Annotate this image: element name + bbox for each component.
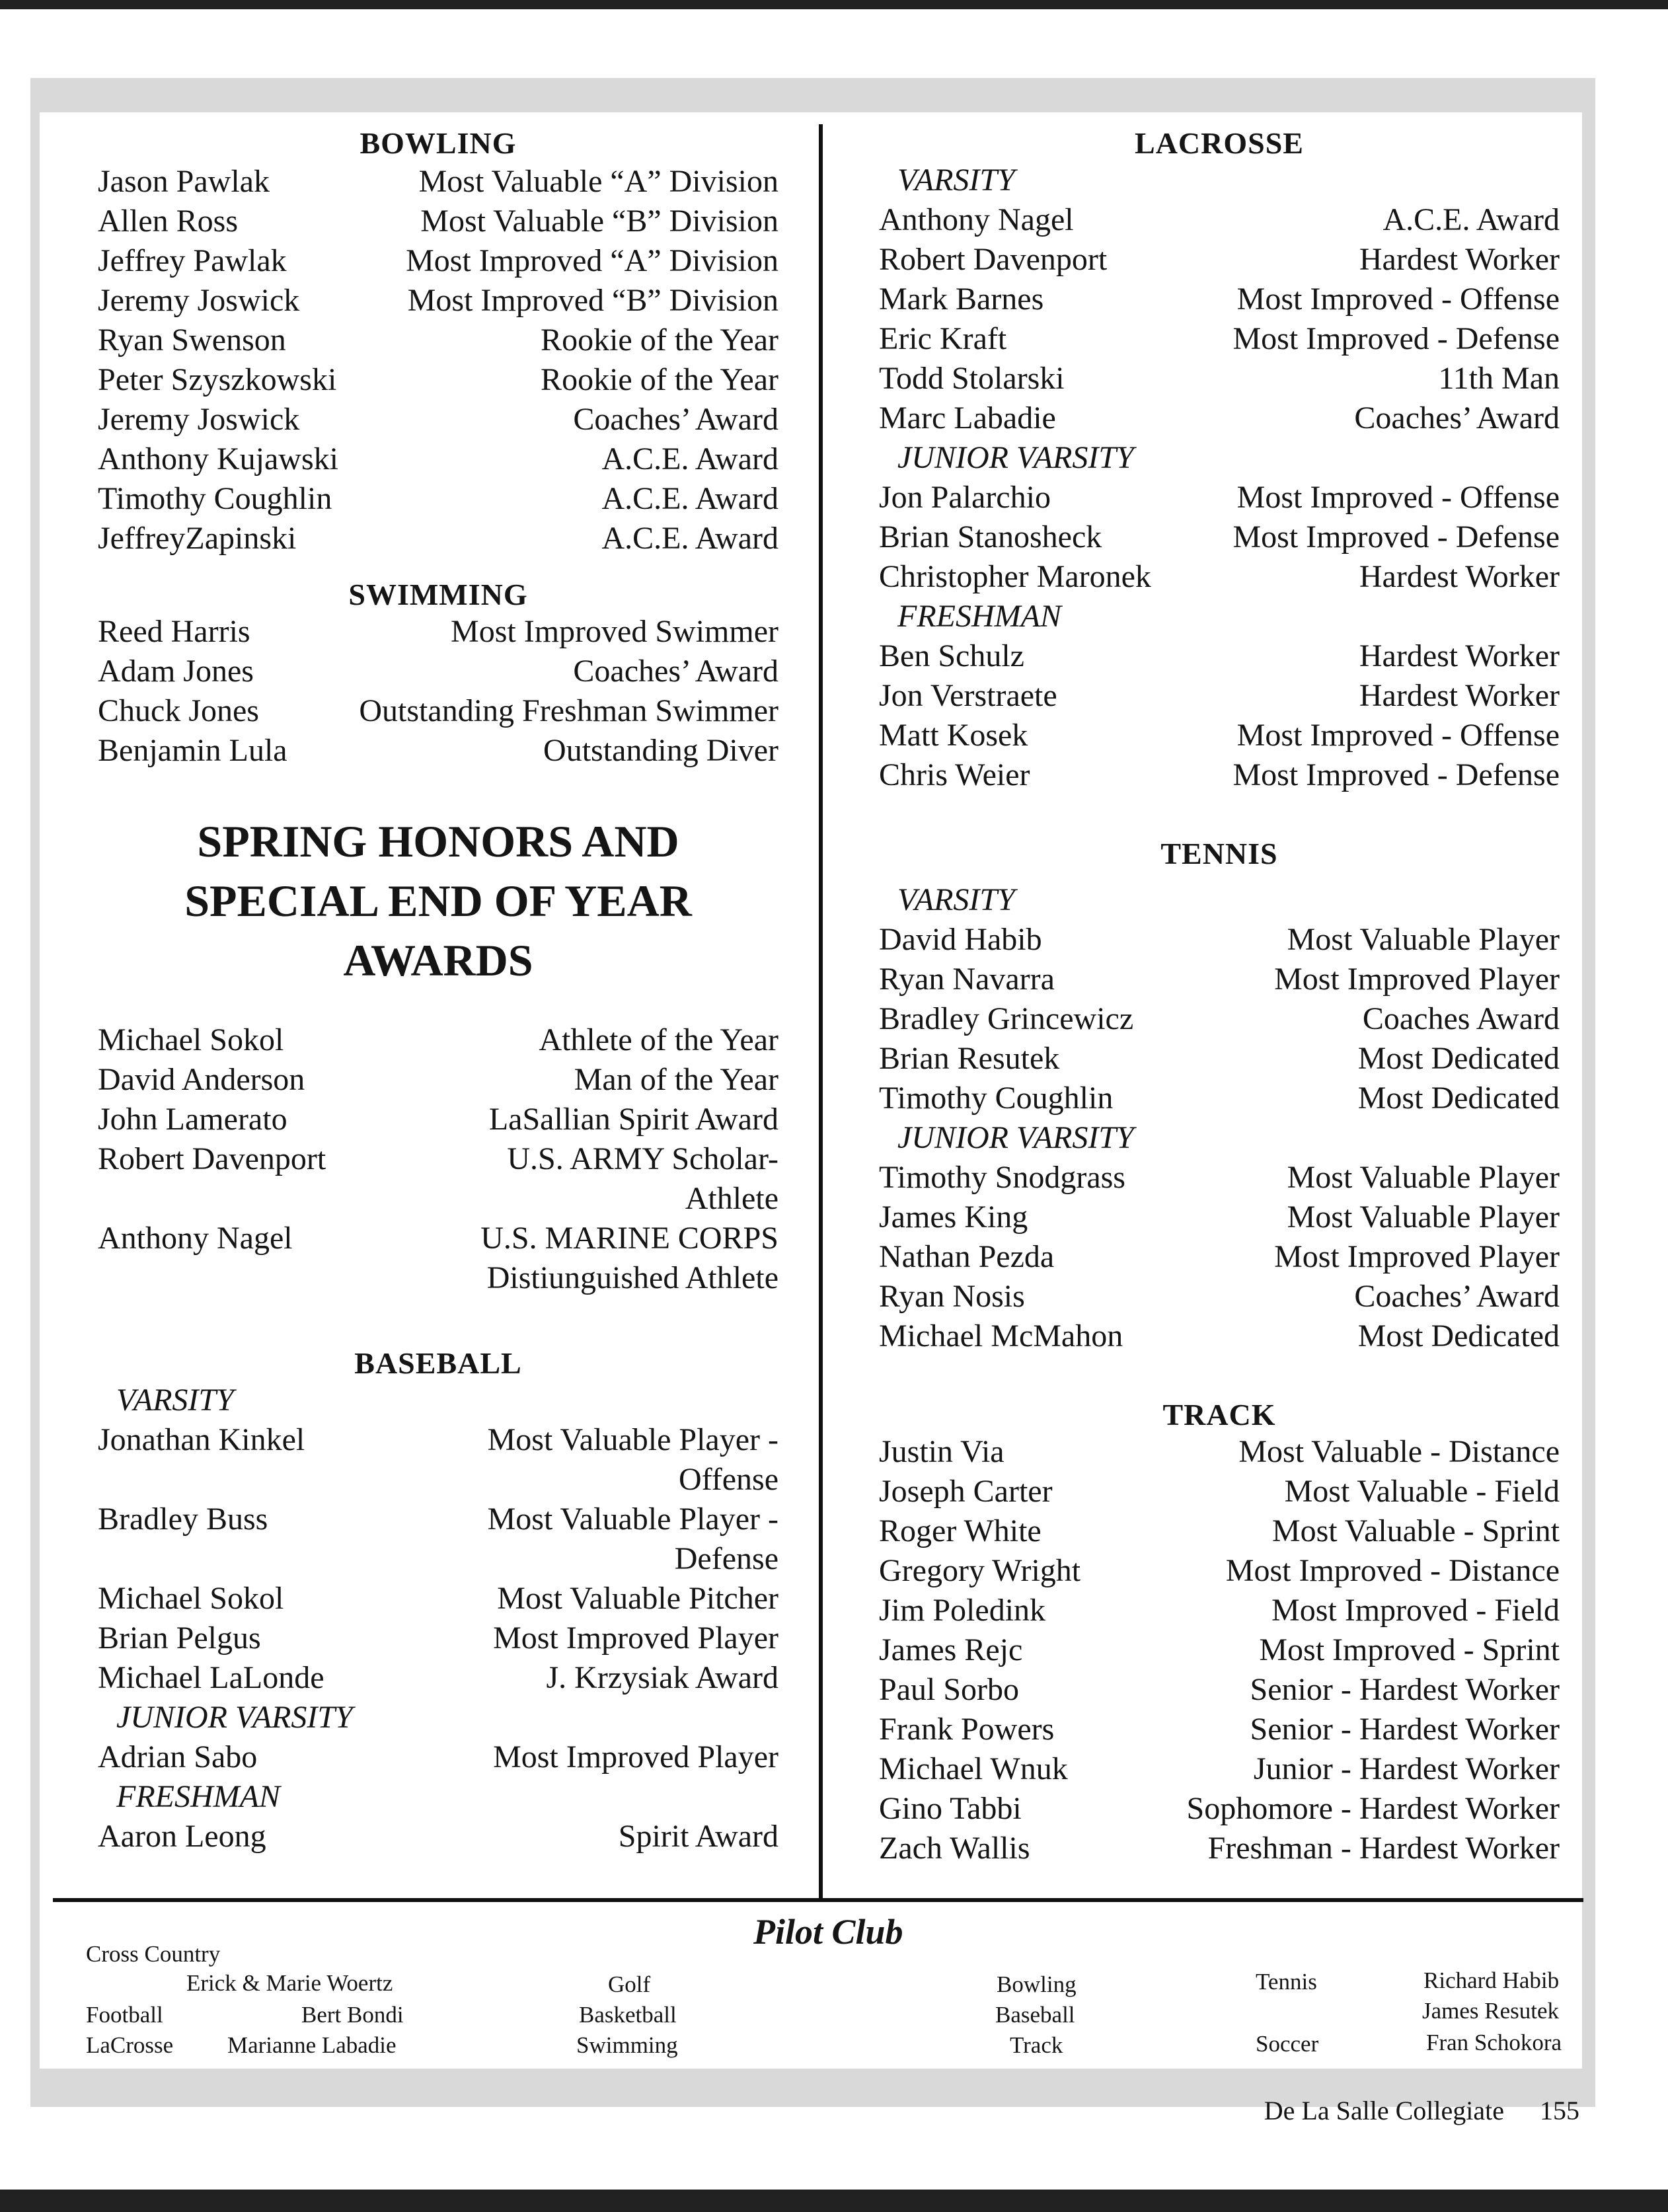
pilot-club-divider	[53, 1898, 1583, 1902]
recipient-name: David Anderson	[98, 1062, 305, 1097]
award-name: U.S. MARINE CORPS Distiunguished Athlete	[480, 1221, 778, 1295]
award-row	[879, 1710, 1560, 1749]
bowling-list	[98, 162, 778, 558]
recipient-name: Michael Wnuk	[879, 1751, 1068, 1786]
recipient-name: Reed Harris	[98, 614, 250, 649]
spring-title-line-1: SPRING HONORS AND	[197, 816, 679, 866]
award-row	[98, 1500, 778, 1579]
lacrosse-heading: LACROSSE	[1135, 126, 1304, 160]
award-name: Hardest Worker	[1359, 559, 1560, 594]
award-row	[98, 1139, 778, 1219]
award-name: Most Valuable Player - Offense	[487, 1422, 778, 1497]
recipient-name: James King	[879, 1200, 1028, 1235]
award-row	[98, 1420, 778, 1500]
award-row	[879, 636, 1560, 676]
recipient-name: Ryan Nosis	[879, 1279, 1025, 1314]
award-name: Most Improved Player	[493, 1739, 778, 1774]
award-name: Rookie of the Year	[541, 362, 778, 397]
award-name: Most Improved - Defense	[1232, 321, 1560, 356]
recipient-name: Adam Jones	[98, 654, 254, 689]
award-row	[879, 1198, 1560, 1237]
award-row	[98, 479, 778, 519]
pilot-habib: Richard Habib	[1423, 1967, 1560, 1993]
pilot-schokora: Fran Schokora	[1426, 2030, 1562, 2055]
recipient-name: David Habib	[879, 922, 1042, 957]
recipient-name: Ben Schulz	[879, 638, 1024, 673]
award-name: Most Valuable - Distance	[1238, 1434, 1560, 1469]
award-row	[98, 241, 778, 281]
award-row	[98, 1737, 778, 1777]
recipient-name: Jim Poledink	[879, 1593, 1046, 1628]
recipient-name: Paul Sorbo	[879, 1672, 1020, 1707]
recipient-name: Robert Davenport	[879, 242, 1108, 277]
tennis-jv-list	[879, 1158, 1560, 1356]
award-name: Hardest Worker	[1359, 678, 1560, 713]
recipient-name: Jonathan Kinkel	[98, 1422, 305, 1457]
swimming-heading: SWIMMING	[348, 578, 528, 611]
award-name: Most Improved Player	[1274, 1239, 1560, 1274]
award-name: Coaches’ Award	[1354, 400, 1560, 436]
award-name: Most Valuable “A” Division	[418, 164, 778, 199]
pilot-bondi: Bert Bondi	[301, 2002, 404, 2028]
baseball-heading: BASEBALL	[354, 1346, 522, 1380]
award-row	[879, 1316, 1560, 1356]
award-row	[879, 1670, 1560, 1710]
spring-title-line-3: AWARDS	[343, 935, 533, 985]
recipient-name: JeffreyZapinski	[98, 521, 297, 556]
award-name: Coaches’ Award	[573, 654, 778, 689]
recipient-name: Michael McMahon	[879, 1318, 1123, 1354]
recipient-name: Bradley Buss	[98, 1502, 268, 1537]
award-row	[879, 1039, 1560, 1079]
recipient-name: Mark Barnes	[879, 282, 1044, 317]
award-name: Most Dedicated	[1357, 1318, 1560, 1354]
award-row	[98, 281, 778, 321]
recipient-name: Frank Powers	[879, 1712, 1055, 1747]
award-row	[879, 319, 1560, 359]
bottom-scan-edge	[0, 2190, 1668, 2212]
recipient-name: Ryan Navarra	[879, 962, 1055, 997]
pilot-basketball: Basketball	[579, 2002, 677, 2028]
baseball-jv-label: JUNIOR VARSITY	[116, 1700, 353, 1735]
recipient-name: Joseph Carter	[879, 1474, 1053, 1509]
pilot-soccer: Soccer	[1256, 2031, 1319, 2057]
award-row	[879, 399, 1560, 438]
recipient-name: Bradley Grincewicz	[879, 1001, 1134, 1036]
swimming-list	[98, 612, 778, 771]
pilot-cross-country: Cross Country	[86, 1941, 221, 1967]
award-row	[879, 478, 1560, 517]
award-name: Most Improved - Offense	[1236, 718, 1560, 753]
tennis-jv-label: JUNIOR VARSITY	[897, 1120, 1134, 1155]
award-name: Most Improved Player	[493, 1621, 778, 1656]
award-name: Most Improved - Offense	[1236, 282, 1560, 317]
award-name: Most Valuable - Sprint	[1271, 1513, 1560, 1548]
award-row	[98, 1020, 778, 1060]
recipient-name: Christopher Maronek	[879, 559, 1151, 594]
award-row	[98, 1817, 778, 1856]
award-name: Most Valuable Player - Defense	[487, 1502, 778, 1576]
recipient-name: Michael Sokol	[98, 1581, 284, 1616]
award-row	[879, 557, 1560, 597]
award-row	[879, 280, 1560, 319]
award-name: Outstanding Diver	[543, 733, 778, 768]
recipient-name: James Rejc	[879, 1632, 1023, 1667]
award-name: U.S. ARMY Scholar-Athlete	[507, 1141, 778, 1216]
award-row	[879, 517, 1560, 557]
award-row	[879, 920, 1560, 960]
recipient-name: Jeremy Joswick	[98, 283, 300, 318]
award-name: Most Improved - Offense	[1236, 480, 1560, 515]
award-name: Most Improved Player	[1274, 962, 1560, 997]
pilot-football: Football	[86, 2002, 163, 2028]
award-name: Most Improved Swimmer	[451, 614, 778, 649]
award-row	[879, 1079, 1560, 1118]
column-divider	[819, 124, 823, 1901]
recipient-name: Marc Labadie	[879, 400, 1056, 436]
recipient-name: Peter Szyszkowski	[98, 362, 337, 397]
pilot-track: Track	[1010, 2032, 1063, 2058]
award-row	[879, 1277, 1560, 1316]
award-name: Senior - Hardest Worker	[1250, 1672, 1560, 1707]
award-row	[98, 162, 778, 202]
award-name: A.C.E. Award	[601, 441, 778, 477]
award-row	[879, 1432, 1560, 1472]
top-scan-edge	[0, 0, 1668, 9]
award-row	[879, 1591, 1560, 1630]
recipient-name: Benjamin Lula	[98, 733, 287, 768]
award-name: Coaches’ Award	[573, 402, 778, 437]
award-name: Most Improved - Field	[1271, 1593, 1560, 1628]
lacrosse-varsity-label: VARSITY	[897, 163, 1015, 198]
award-row	[98, 360, 778, 400]
spring-honors-list	[98, 1020, 778, 1298]
award-row	[879, 755, 1560, 795]
award-row	[98, 439, 778, 479]
recipient-name: Chris Weier	[879, 757, 1030, 792]
award-name: Hardest Worker	[1359, 242, 1560, 277]
baseball-varsity-list	[98, 1420, 778, 1698]
award-name: Most Dedicated	[1357, 1041, 1560, 1076]
award-name: Athlete of the Year	[539, 1022, 778, 1057]
award-row	[879, 1749, 1560, 1789]
award-row	[879, 1789, 1560, 1829]
recipient-name: Anthony Kujawski	[98, 441, 338, 477]
award-name: Most Dedicated	[1357, 1081, 1560, 1116]
award-name: 11th Man	[1438, 361, 1560, 396]
recipient-name: Jon Palarchio	[879, 480, 1051, 515]
award-row	[98, 1100, 778, 1139]
award-row	[879, 1158, 1560, 1198]
award-name: A.C.E. Award	[601, 521, 778, 556]
bowling-heading: BOWLING	[360, 126, 517, 160]
award-name: Most Valuable Player	[1287, 1160, 1560, 1195]
recipient-name: Brian Resutek	[879, 1041, 1060, 1076]
award-name: A.C.E. Award	[1383, 202, 1560, 237]
lacrosse-freshman-list	[879, 636, 1560, 795]
lacrosse-freshman-label: FRESHMAN	[897, 599, 1061, 634]
award-name: Most Improved - Distance	[1225, 1553, 1560, 1588]
award-row	[879, 716, 1560, 755]
pilot-woertz: Erick & Marie Woertz	[186, 1970, 393, 1996]
recipient-name: Eric Kraft	[879, 321, 1007, 356]
award-name: A.C.E. Award	[601, 481, 778, 516]
recipient-name: Todd Stolarski	[879, 361, 1065, 396]
recipient-name: Jason Pawlak	[98, 164, 270, 199]
award-row	[98, 1219, 778, 1298]
recipient-name: Anthony Nagel	[98, 1221, 293, 1256]
pilot-lacrosse: LaCrosse	[86, 2032, 174, 2058]
award-name: Coaches’ Award	[1354, 1279, 1560, 1314]
recipient-name: Justin Via	[879, 1434, 1005, 1469]
baseball-freshman-list	[98, 1817, 778, 1856]
recipient-name: Adrian Sabo	[98, 1739, 258, 1774]
award-name: Most Improved - Defense	[1232, 519, 1560, 554]
pilot-tennis: Tennis	[1256, 1969, 1317, 1995]
award-name: Most Improved “B” Division	[407, 283, 778, 318]
award-row	[879, 1829, 1560, 1868]
pilot-swimming: Swimming	[576, 2032, 678, 2058]
award-name: Coaches Award	[1362, 1001, 1560, 1036]
right-column	[879, 126, 1560, 1868]
award-name: Most Improved - Defense	[1232, 757, 1560, 792]
tennis-varsity-list	[879, 920, 1560, 1118]
award-row	[879, 1472, 1560, 1511]
award-name: Most Valuable “B” Division	[420, 204, 778, 239]
award-row	[98, 1619, 778, 1658]
recipient-name: John Lamerato	[98, 1102, 287, 1137]
award-row	[879, 1551, 1560, 1591]
lacrosse-jv-list	[879, 478, 1560, 597]
award-row	[98, 202, 778, 241]
award-row	[879, 240, 1560, 280]
award-row	[98, 652, 778, 691]
award-name: Man of the Year	[574, 1062, 778, 1097]
award-name: Junior - Hardest Worker	[1253, 1751, 1560, 1786]
recipient-name: Jeremy Joswick	[98, 402, 300, 437]
recipient-name: Nathan Pezda	[879, 1239, 1055, 1274]
recipient-name: Allen Ross	[98, 204, 239, 239]
recipient-name: Timothy Coughlin	[879, 1081, 1114, 1116]
award-row	[98, 519, 778, 558]
recipient-name: Aaron Leong	[98, 1819, 266, 1854]
award-name: Rookie of the Year	[541, 323, 778, 358]
spring-honors-title	[98, 812, 778, 990]
pilot-resutek: James Resutek	[1422, 1998, 1560, 2024]
recipient-name: Roger White	[879, 1513, 1042, 1548]
spring-title-line-2: SPECIAL END OF YEAR	[184, 876, 692, 926]
award-name: Spirit Award	[618, 1819, 778, 1854]
tennis-varsity-label: VARSITY	[897, 882, 1015, 917]
recipient-name: Robert Davenport	[98, 1141, 326, 1176]
baseball-varsity-label: VARSITY	[116, 1383, 234, 1418]
pilot-labadie: Marianne Labadie	[227, 2032, 397, 2058]
recipient-name: Jeffrey Pawlak	[98, 243, 287, 278]
recipient-name: Timothy Coughlin	[98, 481, 332, 516]
award-name: Most Improved “A” Division	[406, 243, 778, 278]
recipient-name: Ryan Swenson	[98, 323, 286, 358]
page-footer	[1264, 2095, 1579, 2126]
award-row	[98, 731, 778, 771]
award-name: Most Improved - Sprint	[1259, 1632, 1560, 1667]
award-name: Sophomore - Hardest Worker	[1186, 1791, 1560, 1826]
pilot-golf: Golf	[608, 1971, 651, 1997]
recipient-name: Michael LaLonde	[98, 1660, 324, 1695]
award-name: Freshman - Hardest Worker	[1207, 1831, 1560, 1866]
award-row	[879, 200, 1560, 240]
lacrosse-varsity-list	[879, 200, 1560, 438]
award-row	[98, 321, 778, 360]
award-row	[879, 1511, 1560, 1551]
left-column	[98, 126, 778, 1856]
award-row	[98, 1060, 778, 1100]
award-name: Most Valuable - Field	[1284, 1474, 1560, 1509]
award-name: Hardest Worker	[1359, 638, 1560, 673]
award-row	[98, 400, 778, 439]
award-row	[879, 1630, 1560, 1670]
footer-school: De La Salle Collegiate	[1264, 2096, 1504, 2125]
recipient-name: Gino Tabbi	[879, 1791, 1022, 1826]
pilot-club-title: Pilot Club	[753, 1912, 903, 1952]
award-row	[879, 999, 1560, 1039]
recipient-name: Jon Verstraete	[879, 678, 1057, 713]
tennis-heading: TENNIS	[1160, 837, 1278, 870]
award-row	[879, 676, 1560, 716]
award-row	[98, 691, 778, 731]
award-row	[879, 1237, 1560, 1277]
award-name: Most Valuable Player	[1287, 922, 1560, 957]
baseball-jv-list	[98, 1737, 778, 1777]
pilot-baseball: Baseball	[995, 2002, 1075, 2028]
recipient-name: Brian Stanosheck	[879, 519, 1102, 554]
track-list	[879, 1432, 1560, 1868]
recipient-name: Anthony Nagel	[879, 202, 1074, 237]
award-name: Outstanding Freshman Swimmer	[359, 693, 778, 728]
pilot-bowling: Bowling	[997, 1971, 1077, 1997]
baseball-freshman-label: FRESHMAN	[116, 1779, 280, 1814]
award-name: Most Valuable Player	[1287, 1200, 1560, 1235]
award-row	[879, 960, 1560, 999]
recipient-name: Michael Sokol	[98, 1022, 284, 1057]
award-row	[98, 612, 778, 652]
award-name: Most Valuable Pitcher	[497, 1581, 778, 1616]
recipient-name: Zach Wallis	[879, 1831, 1030, 1866]
recipient-name: Brian Pelgus	[98, 1621, 261, 1656]
recipient-name: Timothy Snodgrass	[879, 1160, 1125, 1195]
award-name: LaSallian Spirit Award	[488, 1102, 778, 1137]
track-heading: TRACK	[1162, 1398, 1276, 1431]
award-row	[879, 359, 1560, 399]
recipient-name: Chuck Jones	[98, 693, 259, 728]
award-name: Senior - Hardest Worker	[1250, 1712, 1560, 1747]
footer-page-number: 155	[1540, 2096, 1579, 2125]
recipient-name: Gregory Wright	[879, 1553, 1081, 1588]
lacrosse-jv-label: JUNIOR VARSITY	[897, 440, 1134, 475]
award-name: J. Krzysiak Award	[546, 1660, 778, 1695]
recipient-name: Matt Kosek	[879, 718, 1028, 753]
award-row	[98, 1579, 778, 1619]
award-row	[98, 1658, 778, 1698]
